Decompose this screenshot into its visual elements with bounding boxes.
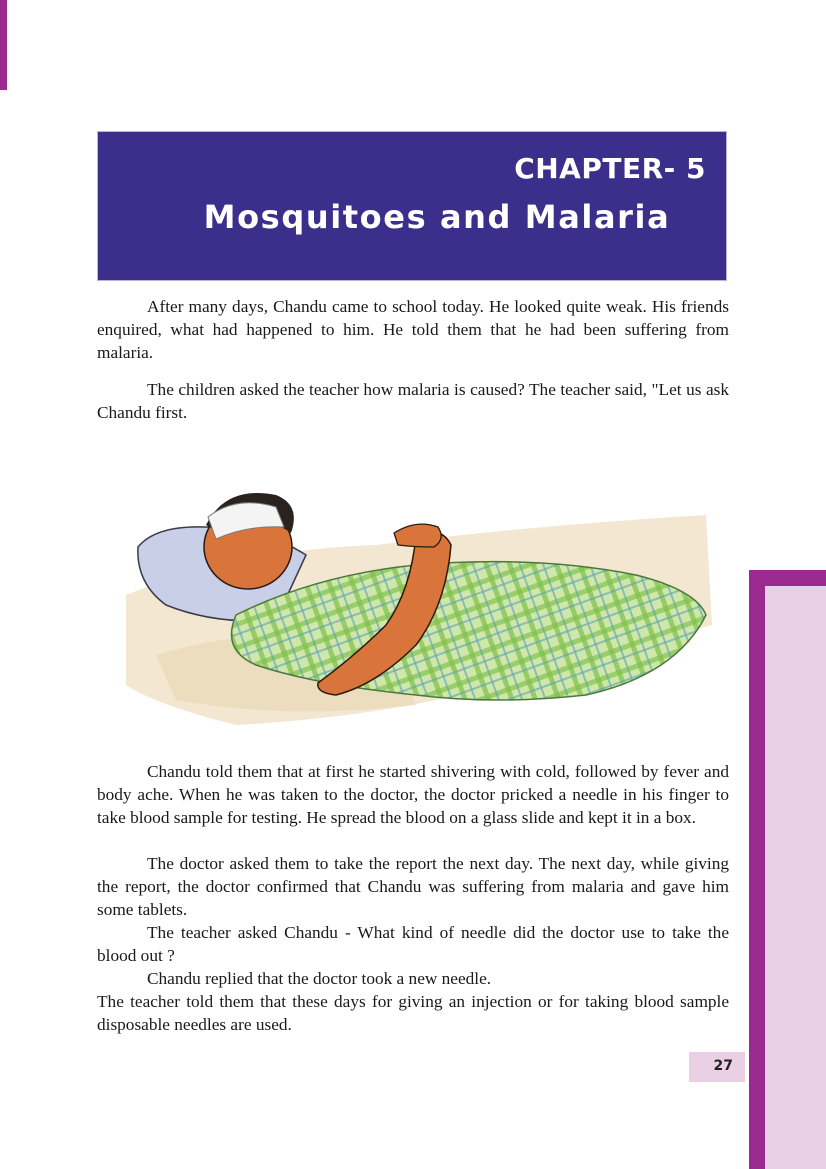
side-band-inner <box>765 586 826 1169</box>
left-edge-bar <box>0 0 7 90</box>
paragraph-needle-question: The teacher asked Chandu - What kind of needle did the doctor use to take the blood out ? <box>97 923 729 965</box>
paragraph-question: The children asked the teacher how malaria is caused? The teacher said, "Let us ask Chandu first. <box>97 380 729 422</box>
chapter-header <box>97 131 727 281</box>
chapter-number: CHAPTER- 5 <box>514 152 706 185</box>
paragraph-symptoms: Chandu told them that at first he started shivering with cold, followed by fever and body ache. When he was taken to the doctor, the doctor pricked a needle in his finger to take blood sample for testing. He spread the blood on a glass slide and kept it in a box. <box>97 762 729 827</box>
page-number-box <box>689 1052 745 1082</box>
sick-boy-illustration <box>116 455 714 743</box>
paragraph-disposable-needles: The teacher told them that these days for giving an injection or for taking blood sample disposable needles are used. <box>97 992 729 1034</box>
chapter-title: Mosquitoes and Malaria <box>203 198 671 236</box>
paragraph-report: The doctor asked them to take the report the next day. The next day, while giving the report, the doctor confirmed that Chandu was suffering from malaria and gave him some tablets. <box>97 854 729 919</box>
paragraph-intro: After many days, Chandu came to school today. He looked quite weak. His friends enquired, what had happened to him. He told them that he had been suffering from malaria. <box>97 297 729 362</box>
page-number: 27 <box>713 1058 733 1074</box>
paragraph-needle-answer: Chandu replied that the doctor took a new needle. <box>147 969 492 988</box>
